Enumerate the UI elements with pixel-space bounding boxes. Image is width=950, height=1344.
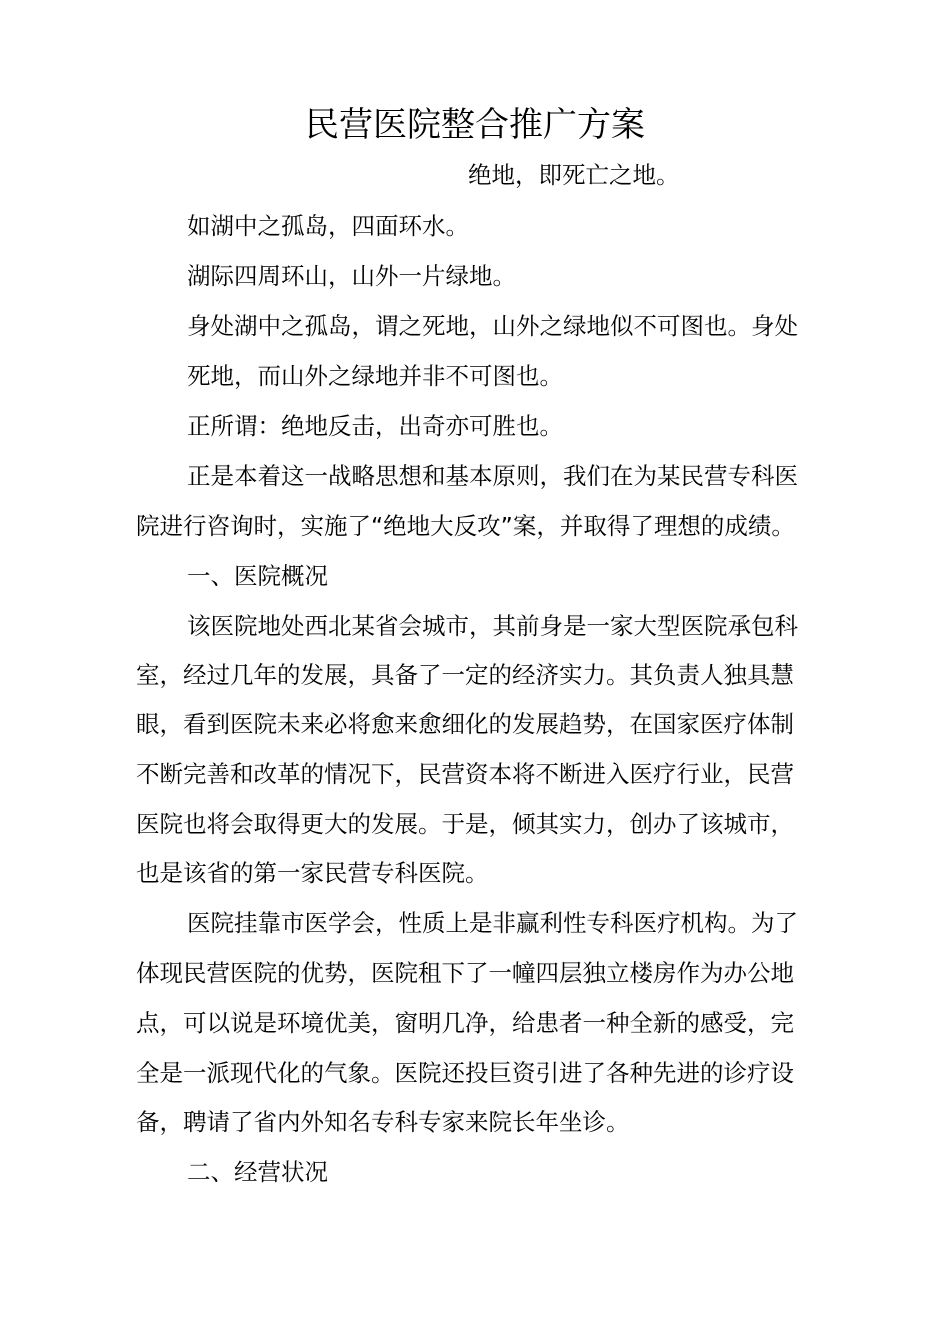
paragraph-line: 死地，而山外之绿地并非不可图也。 (187, 362, 563, 390)
paragraph-line: 身处湖中之孤岛，谓之死地，山外之绿地似不可图也。身处 (187, 312, 798, 340)
paragraph-line: 该医院地处西北某省会城市，其前身是一家大型医院承包科 (187, 612, 798, 640)
paragraph-line: 如湖中之孤岛，四面环水。 (187, 212, 469, 240)
paragraph-line: 备，聘请了省内外知名专科专家来院长年坐诊。 (136, 1108, 630, 1136)
paragraph-line: 医院挂靠市医学会，性质上是非赢利性专科医疗机构。为了 (187, 909, 798, 937)
paragraph-line: 体现民营医院的优势，医院租下了一幢四层独立楼房作为办公地 (136, 959, 794, 987)
paragraph-line: 也是该省的第一家民营专科医院。 (136, 859, 489, 887)
paragraph-line: 不断完善和改革的情况下，民营资本将不断进入医疗行业，民营 (136, 760, 794, 788)
section-heading: 二、经营状况 (187, 1158, 328, 1186)
subtitle-line: 绝地，即死亡之地。 (468, 161, 680, 189)
paragraph-line: 正所谓：绝地反击，出奇亦可胜也。 (187, 412, 563, 440)
paragraph-line: 湖际四周环山，山外一片绿地。 (187, 262, 516, 290)
paragraph-line: 室，经过几年的发展，具备了一定的经济实力。其负责人独具慧 (136, 661, 794, 689)
section-heading: 一、医院概况 (187, 562, 328, 590)
paragraph-line: 正是本着这一战略思想和基本原则，我们在为某民营专科医 (187, 462, 798, 490)
paragraph-line: 全是一派现代化的气象。医院还投巨资引进了各种先进的诊疗设 (136, 1059, 794, 1087)
document-title: 民营医院整合推广方案 (305, 105, 645, 145)
paragraph-line: 眼，看到医院未来必将愈来愈细化的发展趋势，在国家医疗体制 (136, 710, 794, 738)
paragraph-line: 院进行咨询时，实施了“绝地大反攻”案，并取得了理想的成绩。 (136, 512, 795, 540)
paragraph-line: 医院也将会取得更大的发展。于是，倾其实力，创办了该城市， (136, 810, 794, 838)
paragraph-line: 点，可以说是环境优美，窗明几净，给患者一种全新的感受，完 (136, 1009, 794, 1037)
